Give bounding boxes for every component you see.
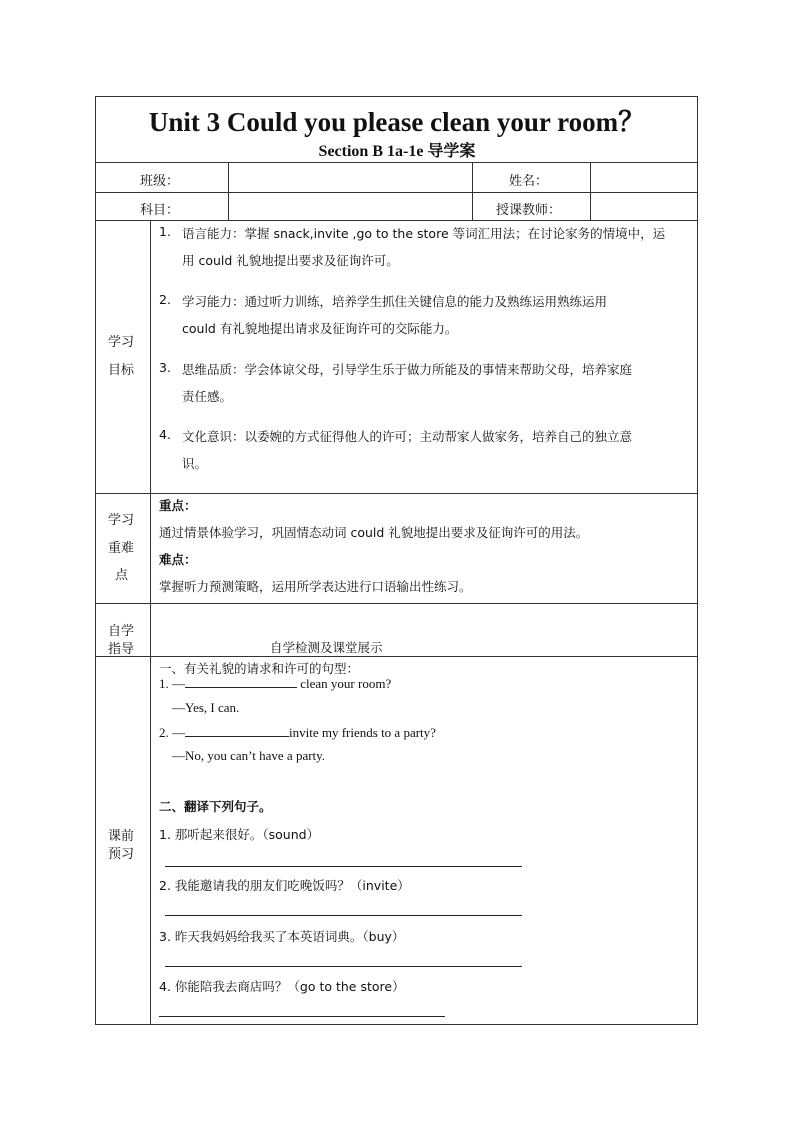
teacher-label: 授课教师： [496, 203, 562, 218]
goal-number: 2. [159, 292, 171, 307]
question-1 [159, 675, 391, 692]
column-divider [590, 162, 591, 220]
column-divider [150, 220, 151, 1025]
answer-2: —No, you can’t have a party. [172, 748, 326, 763]
row-divider [95, 162, 698, 163]
goal-text: could 有礼貌地提出请求及征询许可的交际能力。 [182, 321, 458, 336]
difficulty-text: 掌握听力预测策略，运用所学表达进行口语输出性练习。 [159, 579, 472, 594]
guide-label: 指导 [108, 642, 135, 657]
goal-text: 识。 [182, 456, 208, 471]
row-divider [95, 220, 698, 221]
difficulty-heading: 难点： [159, 552, 197, 567]
answer-line[interactable] [165, 966, 522, 967]
goal-number: 1. [159, 224, 171, 239]
goals-label: 目标 [108, 363, 135, 378]
goal-text: 语言能力：掌握 snack,invite ,go to the store 等词汇用法；在讨论家务的情境中，运 [182, 226, 666, 241]
fill-blank[interactable] [185, 724, 289, 737]
preview-label: 课前 [108, 829, 135, 844]
translate-item: 1. 那听起来很好。（sound） [159, 827, 320, 842]
goal-text: 文化意识：以委婉的方式征得他人的许可；主动帮家人做家务，培养自己的独立意 [182, 429, 633, 444]
question-suffix: clean your room? [297, 676, 392, 691]
goal-text: 用 could 礼貌地提出要求及征询许可。 [182, 253, 399, 268]
question-2 [159, 724, 436, 741]
name-label: 姓名： [509, 174, 549, 189]
fill-blank[interactable] [185, 675, 297, 688]
page-title: Unit 3 Could you please clean your room？ [148, 107, 646, 137]
answer-line[interactable] [159, 1016, 445, 1017]
answer-line[interactable] [165, 915, 522, 916]
column-divider [472, 162, 473, 220]
keypoints-label: 学习 [108, 513, 135, 528]
guide-text: 自学检测及课堂展示 [270, 640, 383, 655]
translate-item: 2. 我能邀请我的朋友们吃晚饭吗？（invite） [159, 878, 410, 893]
keypoints-label: 点 [115, 568, 129, 583]
subject-label: 科目： [140, 203, 180, 218]
row-divider [95, 656, 698, 657]
translate-item: 3. 昨天我妈妈给我买了本英语词典。（buy） [159, 929, 405, 944]
goal-text: 思维品质：学会体谅父母，引导学生乐于做力所能及的事情来帮助父母，培养家庭 [182, 362, 633, 377]
preview-label: 预习 [108, 847, 135, 862]
focus-heading: 重点： [159, 498, 197, 513]
question-suffix: invite my friends to a party? [289, 725, 436, 740]
goal-text: 学习能力：通过听力训练，培养学生抓住关键信息的能力及熟练运用熟练运用 [182, 294, 608, 309]
focus-text: 通过情景体验学习，巩固情态动词 could 礼貌地提出要求及征询许可的用法。 [159, 525, 589, 540]
row-divider [95, 192, 698, 193]
answer-1: —Yes, I can. [172, 700, 240, 715]
row-divider [95, 603, 698, 604]
section-heading: 一、有关礼貌的请求和许可的句型： [159, 661, 360, 676]
question-prefix: 2. — [159, 725, 185, 740]
page-subtitle: Section B 1a-1e 导学案 [318, 143, 476, 160]
goal-number: 4. [159, 427, 171, 442]
goal-number: 3. [159, 360, 171, 375]
goal-text: 责任感。 [182, 389, 233, 404]
class-label: 班级： [140, 174, 180, 189]
column-divider [228, 162, 229, 220]
answer-line[interactable] [165, 866, 522, 867]
keypoints-label: 重难 [108, 541, 135, 556]
question-prefix: 1. — [159, 676, 185, 691]
translate-item: 4. 你能陪我去商店吗？（go to the store） [159, 979, 405, 994]
goals-label: 学习 [108, 335, 135, 350]
section-heading: 二、翻译下列句子。 [159, 799, 272, 814]
guide-label: 自学 [108, 624, 135, 639]
row-divider [95, 493, 698, 494]
